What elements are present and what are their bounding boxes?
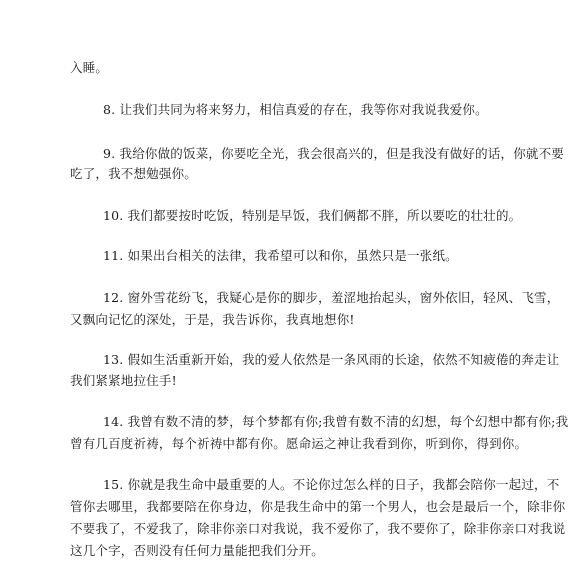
text-line: 不要我了，不爱我了，除非你亲口对我说，我不爱你了，我不要你了，除非你亲口对我说 xyxy=(70,521,566,536)
text-line: 我们紧紧地拉住手! xyxy=(70,373,177,388)
text-line: 管你去哪里，我都要陪在你身边，你是我生命中的第一个男人，也会是最后一个，除非你 xyxy=(70,499,566,514)
text-line: 曾有几百度祈祷，每个祈祷中都有你。愿命运之神让我看到你，听到你，得到你。 xyxy=(70,436,528,451)
text-line: 15. 你就是我生命中最重要的人。不论你过怎么样的日子，我都会陪你一起过，不 xyxy=(103,477,560,492)
text-line: 10. 我们都要按时吃饭，特别是早饭，我们俩都不胖，所以要吃的壮壮的。 xyxy=(103,208,522,223)
text-line: 入睡。 xyxy=(70,60,109,75)
text-line: 吃了，我不想勉强你。 xyxy=(70,166,198,181)
text-line: 这几个字，否则没有任何力量能把我们分开。 xyxy=(70,543,325,558)
text-line: 14. 我曾有数不清的梦，每个梦都有你;我曾有数不清的幻想，每个幻想中都有你;我 xyxy=(103,414,568,429)
text-line: 11. 如果出台相关的法律，我希望可以和你，虽然只是一张纸。 xyxy=(103,248,458,263)
text-line: 12. 窗外雪花纷飞，我疑心是你的脚步，羞涩地抬起头，窗外依旧，轻风、飞雪， xyxy=(103,290,560,305)
text-line: 9. 我给你做的饭菜，你要吃全光，我会很高兴的，但是我没有做好的话，你就不要 xyxy=(103,146,565,161)
text-line: 8. 让我们共同为将来努力，相信真爱的存在，我等你对我说我爱你。 xyxy=(103,102,488,117)
text-line: 又飘向记忆的深处，于是，我告诉你，我真地想你! xyxy=(70,312,355,327)
text-line: 13. 假如生活重新开始，我的爱人依然是一条风雨的长途，依然不知疲倦的奔走让 xyxy=(103,352,560,367)
